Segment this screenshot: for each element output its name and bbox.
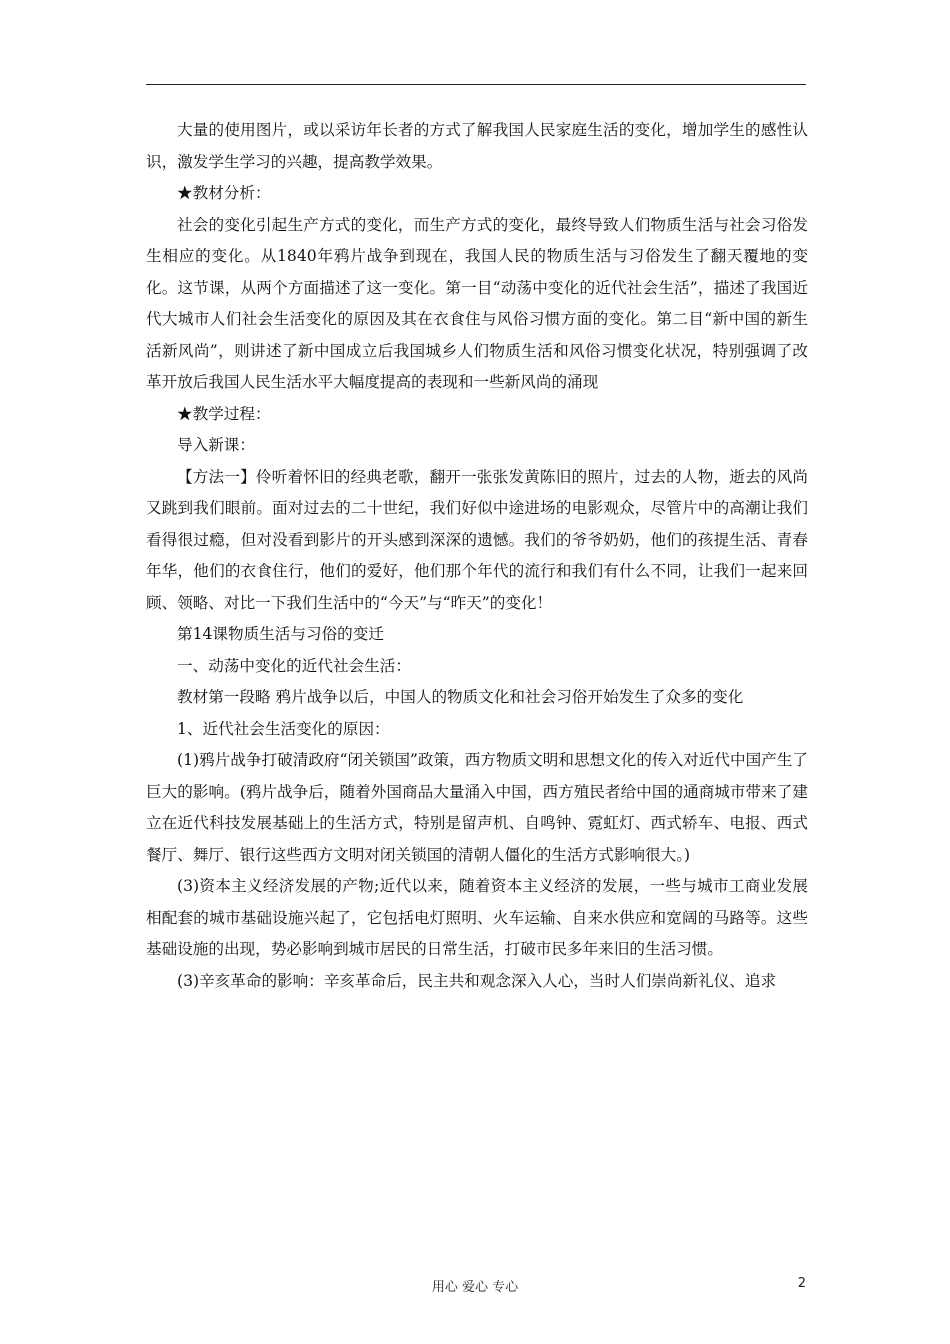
paragraph-method-one: 【方法一】伶听着怀旧的经典老歌，翻开一张张发黄陈旧的照片，过去的人物，逝去的风尚又跳到我们眼前。面对过去的二十世纪，我们好似中途进场的电影观众，尽管片中的高潮让我们看得很过瘾，但对没看到影片的开头感到深深的遗憾。我们的爷爷奶奶，他们的孩提生活、青春年华，他们的衣食住行，他们的爱好，他们那个年代的流行和我们有什么不同，让我们一起来回顾、领略、对比一下我们生活中的“今天”与“昨天”的变化！ bbox=[146, 467, 808, 612]
paragraph-reason-1: (1)鸦片战争打破清政府“闭关锁国”政策，西方物质文明和思想文化的传入对近代中国产生了巨大的影响。(鸦片战争后，随着外国商品大量涌入中国，西方殖民者给中国的通商城市带来了建立在近代科技发展基础上的生活方式，特别是留声机、自鸣钟、霓虹灯、西式轿车、电报、西式餐厅、舞厅、银行这些西方文明对闭关锁国的清朝人僵化的生活方式影响很大。) bbox=[146, 751, 808, 864]
footer-motto: 用心 爱心 专心 bbox=[431, 1280, 519, 1295]
section-heading-1: 一、动荡中变化的近代社会生活： bbox=[177, 656, 411, 675]
subheading-reasons: 1、近代社会生活变化的原因： bbox=[177, 719, 390, 738]
heading-textbook-analysis: ★教材分析： bbox=[177, 184, 271, 202]
heading-teaching-process: ★教学过程： bbox=[177, 404, 271, 423]
paragraph-reason-3: (3)辛亥革命的影响：辛亥革命后，民主共和观念深入人心，当时人们崇尚新礼仪、追求 bbox=[177, 971, 777, 990]
paragraph-reason-2: (3)资本主义经济发展的产物;近代以来，随着资本主义经济的发展，一些与城市工商业发展相配套的城市基础设施兴起了，它包括电灯照明、火车运输、自来水供应和宽阔的马路等。这些基础设施的出现，势必影响到城市居民的日常生活，打破市民多年来旧的生活习惯。 bbox=[146, 877, 808, 958]
document-body bbox=[146, 115, 808, 997]
paragraph-textbook-analysis: 社会的变化引起生产方式的变化，而生产方式的变化，最终导致人们物质生活与社会习俗发生相应的变化。从1840年鸦片战争到现在，我国人民的物质生活与习俗发生了翻天覆地的变化。这节课，从两个方面描述了这一变化。第一目“动荡中变化的近代社会生活”，描述了我国近代大城市人们社会生活变化的原因及其在衣食住与风俗习惯方面的变化。第二目“新中国的新生活新风尚”，则讲述了新中国成立后我国城乡人们物质生活和风俗习惯变化状况，特别强调了改革开放后我国人民生活水平大幅度提高的表现和一些新风尚的涌现 bbox=[146, 215, 808, 391]
lesson-title: 第14课物质生活与习俗的变迁 bbox=[177, 625, 384, 643]
page-number: 2 bbox=[797, 1276, 806, 1291]
paragraph-textbook-note: 教材第一段略 鸦片战争以后，中国人的物质文化和社会习俗开始发生了众多的变化 bbox=[177, 688, 744, 706]
heading-lesson-intro: 导入新课： bbox=[177, 436, 255, 454]
paragraph-intro-continued: 大量的使用图片，或以采访年长者的方式了解我国人民家庭生活的变化，增加学生的感性认识，激发学生学习的兴趣，提高教学效果。 bbox=[146, 121, 808, 171]
header-rule bbox=[146, 84, 806, 85]
